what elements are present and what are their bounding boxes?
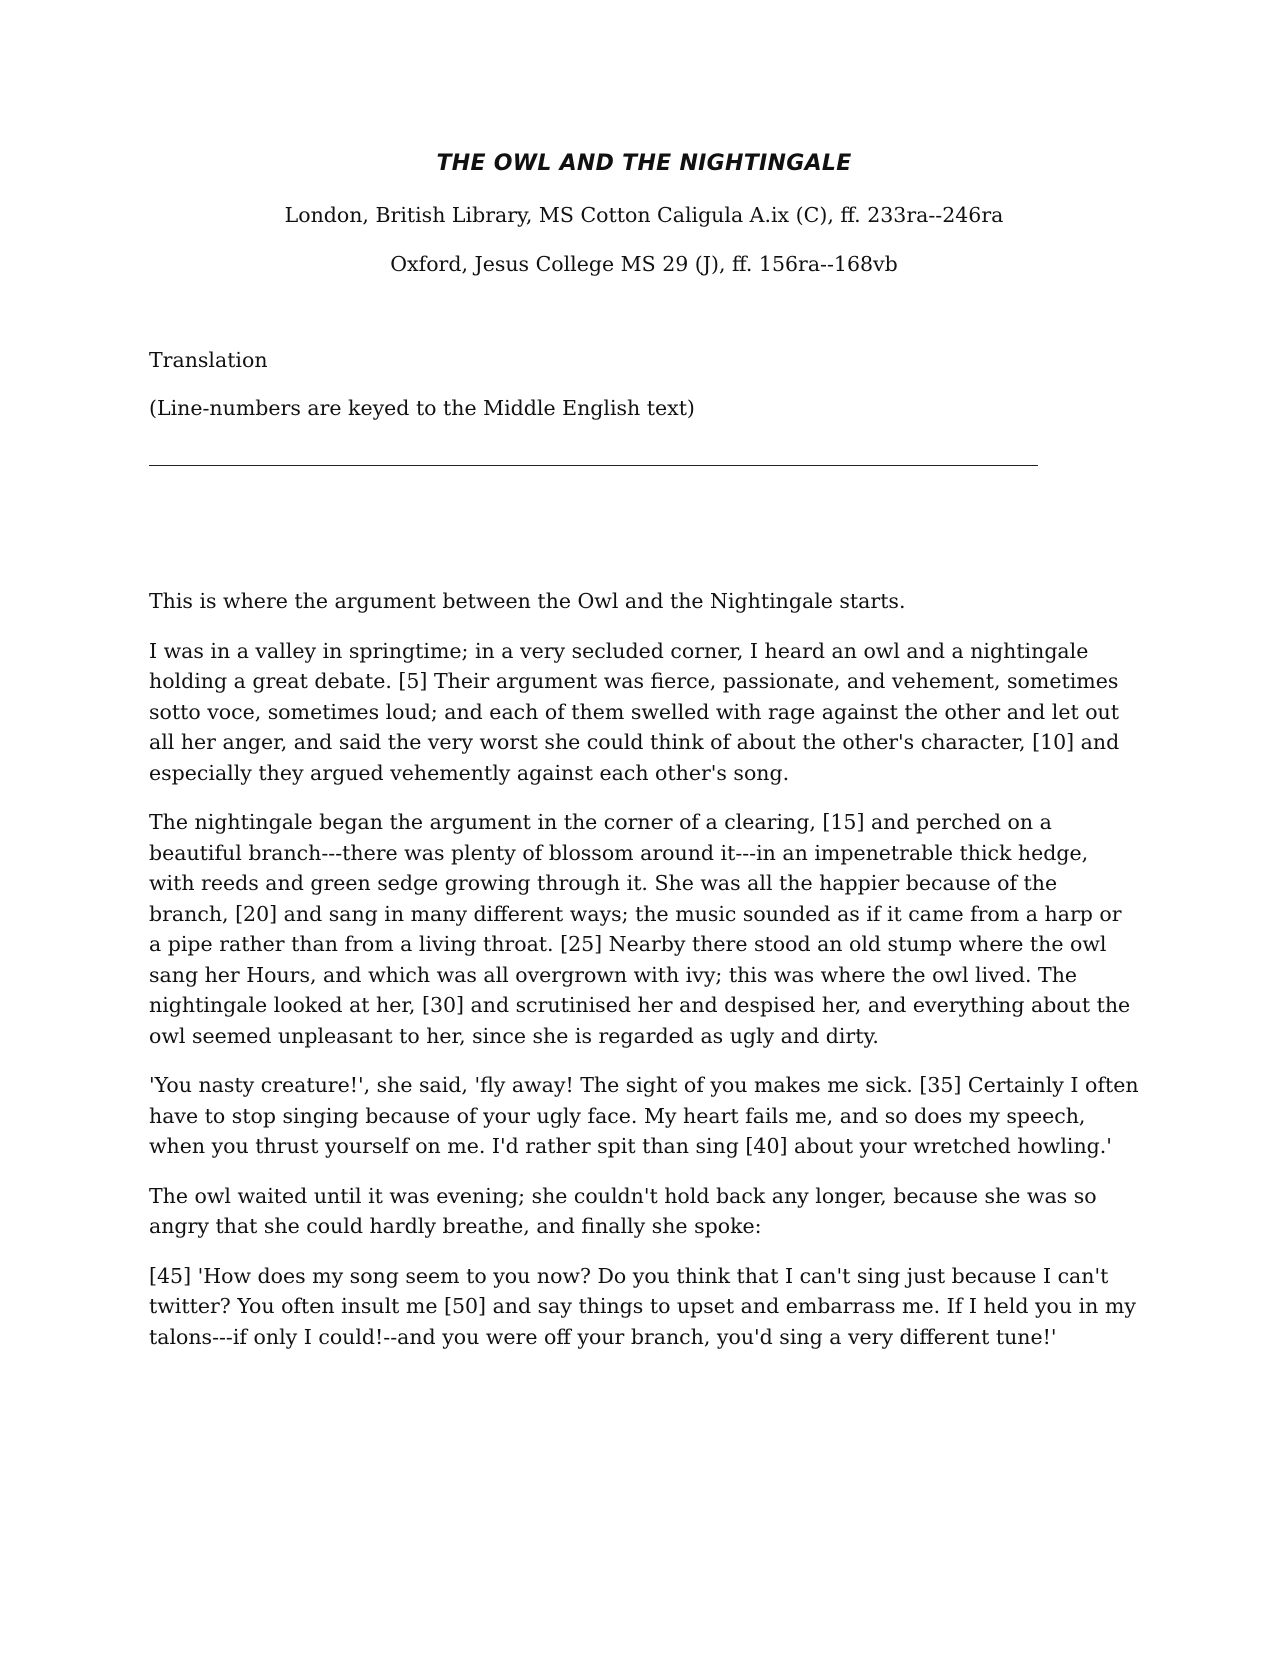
paragraph: This is where the argument between the Owl and the Nightingale starts. [149,589,906,613]
paragraph: The owl waited until it was evening; she couldn't hold back any longer, because she was so angry that she could hardly breathe, and finally she spoke: [149,1183,1097,1238]
document-title: THE OWL AND THE NIGHTINGALE [436,151,852,176]
manuscript-line-cotton: London, British Library, MS Cotton Caligula A.ix (C), ff. 233ra--246ra [284,203,1004,227]
paragraph: [45] 'How does my song seem to you now? Do you think that I can't sing just because I can't twitter? You often insult me [50] and say things to upset and embarrass me. If I held you in my talons---if only I could!--and you were off your branch, you'd sing a very different tune!' [149,1263,1136,1349]
paragraph: The nightingale began the argument in the corner of a clearing, [15] and perched on a beautiful branch---there was plenty of blossom around it---in an impenetrable thick hedge, with reeds and green sedge growing through it. She was all the happier because of the branch, [20] and sang in many different ways; the music sounded as if it came from a harp or a pipe rather than from a living throat. [25] Nearby there stood an old stump where the owl sang her Hours, and which was all overgrown with ivy; this was where the owl lived. The nightingale looked at her, [30] and scrutinised her and despised her, and everything about the owl seemed unpleasant to her, since she is regarded as ugly and dirty. [149,810,1131,1048]
horizontal-rule [149,465,1038,466]
line-number-note: (Line-numbers are keyed to the Middle English text) [149,396,695,420]
section-label: Translation [149,348,268,372]
paragraph: 'You nasty creature!', she said, 'fly away! The sight of you makes me sick. [35] Certainly I often have to stop singing because of your ugly face. My heart fails me, and so does my speech, when you thrust yourself on me. I'd rather spit than sing [40] about your wretched howling.' [149,1073,1139,1158]
translation-body [149,586,1139,1371]
paragraph: I was in a valley in springtime; in a very secluded corner, I heard an owl and a nightingale holding a great debate. [5] Their argument was fierce, passionate, and vehement, sometimes sotto voce, sometimes loud; and each of them swelled with rage against the other and let out all her anger, and said the very worst she could think of about the other's character, [10] and especially they argued vehemently against each other's song. [149,638,1120,785]
manuscript-line-jesus: Oxford, Jesus College MS 29 (J), ff. 156ra--168vb [390,252,898,276]
